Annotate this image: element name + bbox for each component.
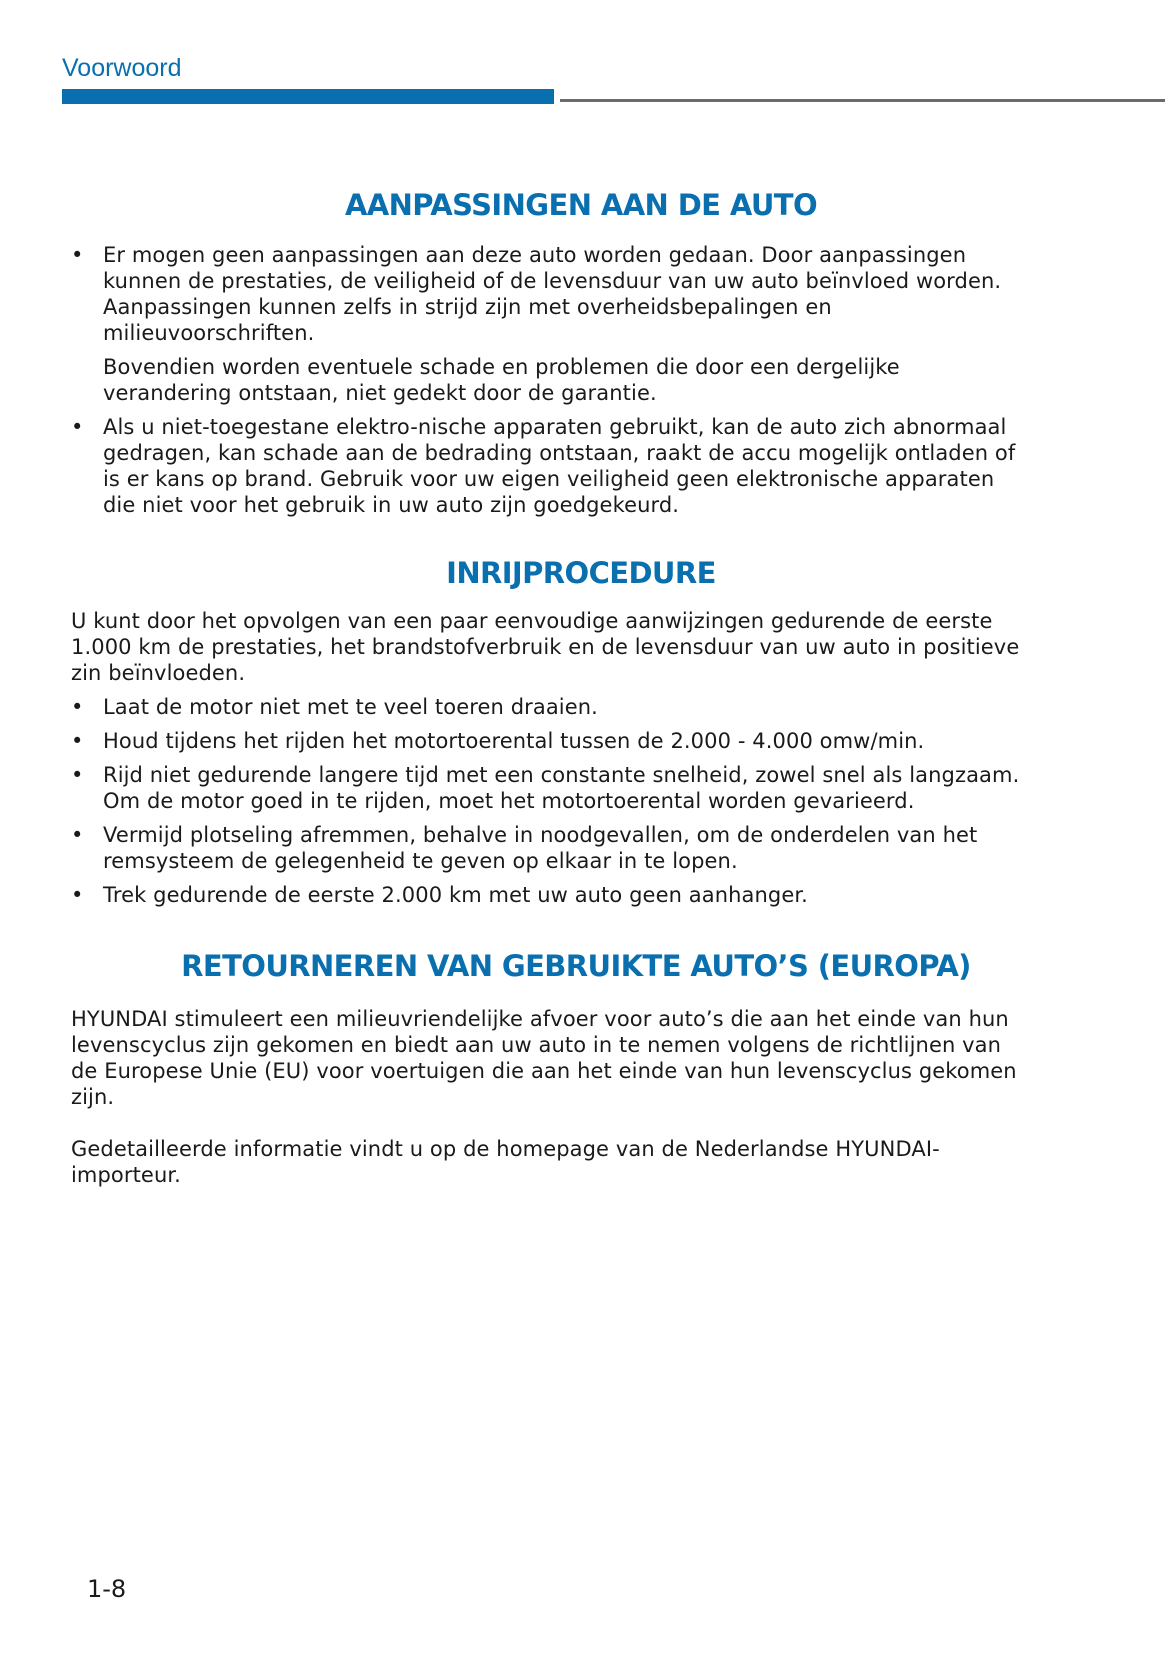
header-divider-rule [560, 99, 1165, 102]
chapter-title: Voorwoord [62, 54, 182, 82]
section-heading-vehicle-return: RETOURNEREN VAN GEBRUIKTE AUTO’S (EUROPA) [181, 949, 971, 983]
bullet-icon: • [71, 883, 84, 907]
list-item [71, 822, 1031, 874]
list-item [71, 762, 1031, 814]
list-item-text: Trek gedurende de eerste 2.000 km met uw auto geen aanhanger. [103, 883, 808, 907]
list-item-text: Als u niet-toegestane elektro-nische apparaten gebruikt, kan de auto zich abnormaal gedragen, kan schade aan de bedrading ontstaan, raakt de accu mogelijk ontladen of is er kans op brand. Gebruik voor uw eigen veiligheid geen elektronische apparaten die niet voor het gebruik in uw auto zijn goedgekeurd. [103, 415, 1016, 517]
list-item [71, 882, 1031, 908]
bullet-icon: • [71, 763, 84, 787]
list-item-text: Laat de motor niet met te veel toeren draaien. [103, 695, 598, 719]
bullet-icon: • [71, 415, 84, 439]
list-item-text: Houd tijdens het rijden het motortoerental tussen de 2.000 - 4.000 omw/min. [103, 729, 925, 753]
bullet-icon: • [71, 243, 84, 267]
vehicle-return-info-paragraph: Gedetailleerde informatie vindt u op de homepage van de Nederlandse HYUNDAI-importeur. [71, 1137, 940, 1187]
header-accent-rule [62, 89, 554, 104]
list-item-text: Er mogen geen aanpassingen aan deze auto worden gedaan. Door aanpassingen kunnen de prestaties, de veiligheid of de levensduur van uw auto beïnvloed worden. Aanpassingen kunnen zelfs in strijd zijn met overheidsbepalingen en milieuvoorschriften. [103, 243, 1002, 345]
list-item [71, 414, 1031, 518]
modifications-list [71, 242, 1031, 518]
list-item [71, 728, 1031, 754]
section-modifications [71, 188, 1031, 518]
section-break-in [71, 556, 1031, 908]
vehicle-return-paragraph: HYUNDAI stimuleert een milieuvriendelijke afvoer voor auto’s die aan het einde van hun levenscyclus zijn gekomen en biedt aan uw auto in te nemen volgens de richtlijnen van de Europese Unie (EU) voor voertuigen die aan het einde van hun levenscyclus gekomen zijn. [71, 1007, 1017, 1109]
bullet-icon: • [71, 695, 84, 719]
break-in-list [71, 694, 1031, 908]
section-vehicle-return [71, 949, 1031, 1188]
list-item-subparagraph: Bovendien worden eventuele schade en problemen die door een dergelijke verandering ontstaan, niet gedekt door de garantie. [103, 355, 900, 405]
list-item [71, 242, 1031, 406]
list-item-text: Rijd niet gedurende langere tijd met een constante snelheid, zowel snel als langzaam. Om de motor goed in te rijden, moet het motortoerental worden gevarieerd. [103, 763, 1020, 813]
page-content [71, 188, 1031, 1188]
section-heading-break-in: INRIJPROCEDURE [446, 556, 716, 590]
bullet-icon: • [71, 729, 84, 753]
break-in-intro: U kunt door het opvolgen van een paar eenvoudige aanwijzingen gedurende de eerste 1.000 km de prestaties, het brandstofverbruik en de levensduur van uw auto in positieve zin beïnvloeden. [71, 609, 1020, 685]
page-number: 1-8 [87, 1575, 127, 1603]
list-item [71, 694, 1031, 720]
list-item-text: Vermijd plotseling afremmen, behalve in noodgevallen, om de onderdelen van het remsysteem de gelegenheid te geven op elkaar in te lopen. [103, 823, 978, 873]
bullet-icon: • [71, 823, 84, 847]
section-heading-modifications: AANPASSINGEN AAN DE AUTO [344, 188, 818, 222]
